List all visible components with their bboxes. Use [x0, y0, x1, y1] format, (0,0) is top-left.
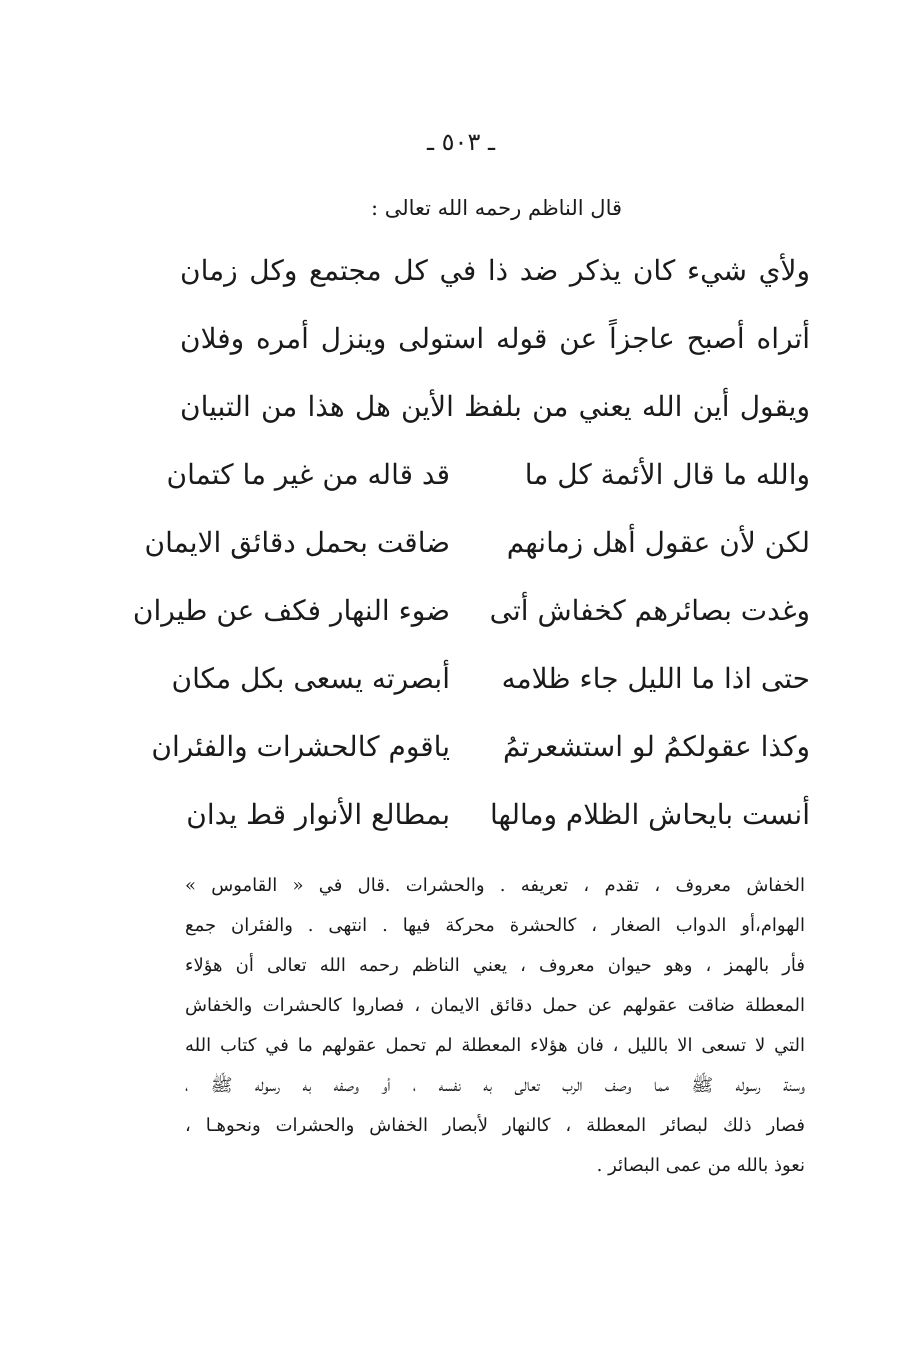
verse-second-hemistich: ياقوم كالحشرات والفئران	[151, 730, 450, 763]
verse-line	[144, 516, 810, 584]
verse-text: ويقول أين الله يعني من بلفظ الأين هل هذا من التبيان	[180, 390, 810, 423]
verse-line	[180, 244, 810, 312]
verse-first-hemistich: حتى اذا ما الليل جاء ظلامه	[501, 662, 810, 695]
poem-verses	[132, 244, 810, 856]
commentary-paragraph	[185, 866, 805, 1186]
verse-first-hemistich: لكن لأن عقول أهل زمانهم	[506, 526, 810, 559]
verse-first-hemistich: وكذا عقولكمُ لو استشعرتمُ	[502, 730, 810, 763]
verse-text: ولأي شيء كان يذكر ضد ذا في كل مجتمع وكل زمان	[180, 254, 810, 287]
verse-line	[180, 380, 810, 448]
verse-second-hemistich: ضوء النهار فكف عن طيران	[132, 594, 450, 627]
verse-line	[171, 652, 810, 720]
commentary-line: المعطلة ضاقت عقولهم عن حمل دقائق الايمان ، فصاروا كالحشرات والخفاش	[185, 995, 805, 1016]
verse-first-hemistich: وغدت بصائرهم كخفاش أتى	[489, 594, 810, 627]
commentary-line: الهوام،أو الدواب الصغار ، كالحشرة محركة فيها . انتهى . والفئران جمع	[185, 915, 805, 936]
verse-second-hemistich: بمطالع الأنوار قط يدان	[186, 798, 450, 831]
verse-line	[180, 788, 810, 856]
verse-line	[180, 312, 810, 380]
verse-second-hemistich: أبصرته يسعى بكل مكان	[171, 662, 450, 695]
verse-intro: قال الناظم رحمه الله تعالى :	[370, 196, 622, 220]
verse-first-hemistich: أنست بايحاش الظلام ومالها	[490, 798, 810, 831]
commentary-line: فصار ذلك لبصائر المعطلة ، كالنهار لأبصار الخفاش والحشرات ونحوهـا ،	[185, 1115, 805, 1136]
verse-line	[166, 448, 810, 516]
commentary-line: نعوذ بالله من عمى البصائر .	[596, 1155, 805, 1176]
verse-line	[151, 720, 810, 788]
verse-second-hemistich: قد قاله من غير ما كتمان	[166, 458, 450, 491]
commentary-line: الخفاش معروف ، تقدم ، تعريفه . والحشرات .قال في « القاموس »	[185, 875, 805, 896]
commentary-line: وسنة رسوله ﷺ مما وصف الرب تعالى به نفسه ، أو وصفه به رسوله ﷺ ،	[185, 1075, 805, 1096]
commentary-line: التي لا تسعى الا بالليل ، فان هؤلاء المعطلة لم تحمل عقولهم ما في كتاب الله	[185, 1035, 805, 1056]
verse-text: أتراه أصبح عاجزاً عن قوله استولى وينزل أمره وفلان	[180, 322, 810, 355]
commentary-line: فأر بالهمز ، وهو حيوان معروف ، يعني الناظم رحمه الله تعالى أن هؤلاء	[185, 955, 805, 976]
verse-first-hemistich: والله ما قال الأئمة كل ما	[524, 458, 810, 491]
verse-line	[132, 584, 810, 652]
verse-second-hemistich: ضاقت بحمل دقائق الايمان	[144, 526, 450, 559]
page-number: ـ ٥٠٣ ـ	[426, 128, 495, 156]
